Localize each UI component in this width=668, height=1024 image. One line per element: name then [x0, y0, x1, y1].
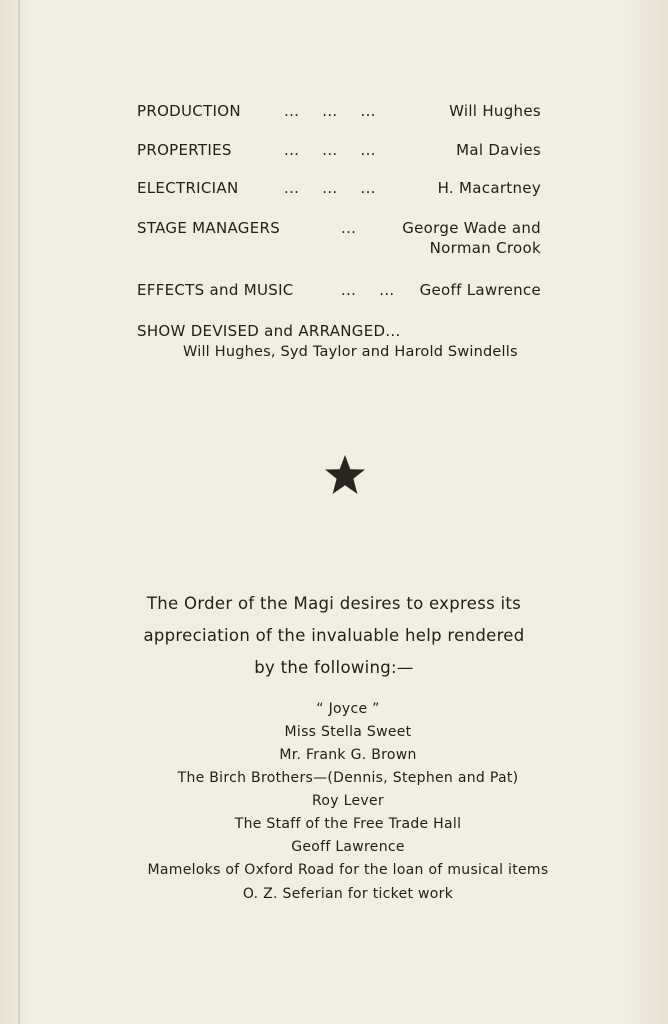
- credit-electrician: [137, 179, 541, 201]
- credit-leader: ... ... ...: [284, 179, 376, 197]
- acknowledgement-line: The Order of the Magi desires to express its: [146, 594, 522, 613]
- credit-properties: [137, 141, 541, 163]
- credit-name: Mal Davies: [456, 141, 541, 159]
- credit-role: PRODUCTION: [137, 102, 241, 120]
- thanks-list-item: Roy Lever: [312, 793, 384, 809]
- credit-name: H. Macartney: [437, 179, 541, 197]
- acknowledgement-line: by the following:—: [254, 658, 414, 677]
- credit-leader: ...: [341, 219, 357, 237]
- acknowledgement-line: appreciation of the invaluable help rendered: [143, 626, 525, 645]
- show-devised-heading: SHOW DEVISED and ARRANGED...: [137, 322, 401, 340]
- credit-role: PROPERTIES: [137, 141, 232, 159]
- credit-role: STAGE MANAGERS: [137, 219, 281, 237]
- thanks-list-item: The Birch Brothers—(Dennis, Stephen and Pat): [177, 770, 519, 786]
- thanks-list-item: The Staff of the Free Trade Hall: [234, 816, 462, 832]
- thanks-list-item: “ Joyce ”: [316, 701, 380, 717]
- credit-production: [137, 102, 541, 124]
- credit-effects-music: [137, 281, 541, 303]
- credit-stage-managers: [137, 219, 541, 263]
- thanks-list-item: Mr. Frank G. Brown: [279, 747, 417, 763]
- thanks-list-item: O. Z. Seferian for ticket work: [242, 886, 454, 902]
- credit-name: George Wade and: [402, 219, 541, 237]
- thanks-list-item: Geoff Lawrence: [291, 839, 405, 855]
- credit-name-second: Norman Crook: [429, 239, 541, 257]
- thanks-list-item: Mameloks of Oxford Road for the loan of musical items: [147, 862, 549, 878]
- credit-leader: ... ... ...: [284, 141, 376, 159]
- credit-role: ELECTRICIAN: [137, 179, 239, 197]
- credit-leader: ... ...: [341, 281, 395, 299]
- star-icon: [323, 453, 367, 497]
- credit-name: Geoff Lawrence: [419, 281, 541, 299]
- thanks-list-item: Miss Stella Sweet: [284, 724, 412, 740]
- show-devised-names: Will Hughes, Syd Taylor and Harold Swindells: [183, 344, 518, 360]
- credit-role: EFFECTS and MUSIC: [137, 281, 294, 299]
- credit-name: Will Hughes: [449, 102, 541, 120]
- credit-leader: ... ... ...: [284, 102, 376, 120]
